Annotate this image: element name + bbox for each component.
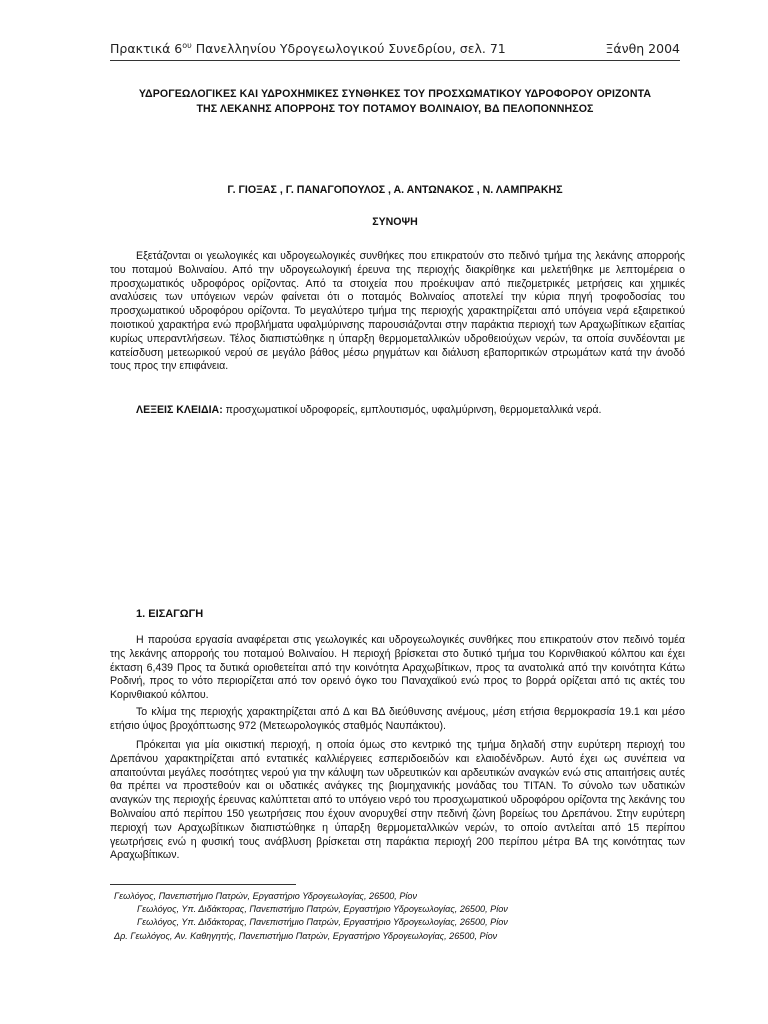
section-heading-introduction: 1. ΕΙΣΑΓΩΓΗ (136, 608, 204, 620)
paper-title-line-2: ΤΗΣ ΛΕΚΑΝΗΣ ΑΠΟΡΡΟΗΣ ΤΟΥ ΠΟΤΑΜΟΥ ΒΟΛΙΝΑΙΟΥ, ΒΔ ΠΕΛΟΠΟΝΝΗΣΟΣ (196, 103, 594, 115)
footnotes (110, 890, 690, 943)
intro-paragraph-1: Η παρούσα εργασία αναφέρεται στις γεωλογικές και υδρογεωλογικές συνθήκες που επικρατούν στον πεδινό τομέα της λεκάνης απορροής του ποταμού Βολιναίου. Η περιοχή βρίσκεται στο δυτικό τμήμα του Κορινθιακού κόλπου και έχει έκταση 6,439 Προς τα δυτικά οριοθετείται από την κοινότητα Αραχωβίτικων, προς τα ανατολικά από την κοινότητα Κάτω Ροδινή, προς το νότο περιορίζεται από τον ορεινό όγκο του Παναχαϊκού ενώ προς το βορρά ορίζεται από τις ακτές του Κορινθιακού κόλπου. (110, 634, 685, 702)
footnote-affiliation-4: Δρ. Γεωλόγος, Αν. Καθηγητής, Πανεπιστήμιο Πατρών, Εργαστήριο Υδρογεωλογίας, 26500, Ρίον (114, 930, 498, 941)
conference-location-year: Ξάνθη 2004 (605, 41, 680, 56)
footnote-affiliation-1: Γεωλόγος, Πανεπιστήμιο Πατρών, Εργαστήριο Υδρογεωλογίας, 26500, Ρίον (114, 891, 418, 901)
abstract-text: Εξετάζονται οι γεωλογικές και υδρογεωλογικές συνθήκες που επικρατούν στο πεδινό τμήμα της λεκάνης απορροής του ποταμού Βολιναίου. Από την υδρογεωλογική έρευνα της περιοχής διακρίθηκε και μελετήθηκε με λεπτομέρεια ο προσχωματικός υδροφόρος ορίζοντας. Από τα στοιχεία που προέκυψαν από πιεζομετρικές μετρήσεις και χημικές αναλύσεις των υπόγειων νερών φαίνεται ότι ο ποταμός Βολιναίος αποτελεί την κύρια πηγή τροφοδοσίας του προσχωματικού υδροφόρου ορίζοντα. Το μεγαλύτερο τμήμα της περιοχής χαρακτηρίζεται από υπόγεια νερά εξαιρετικού ποιοτικού χαρακτήρα ενώ προβλήματα υφαλμύρινσης παρουσιάζονται στην παράκτια περιοχή των Αραχωβίτικων εξαιτίας κυρίως υπεραντλήσεων. Τέλος διαπιστώθηκε η ύπαρξη θερμομεταλλικών υδροθειούχων νερών, τα οποία συνδέονται με κατείσδυση μετεωρικού νερού σε μεγάλο βάθος μέσω ρηγμάτων και διάλυση εβαποριτικών στρωμάτων κατά την άνοδό τους προς την επιφάνεια. (110, 250, 685, 373)
author-list: Γ. ΓΙΟΞΑΣ , Γ. ΠΑΝΑΓΟΠΟΥΛΟΣ , Α. ΑΝΤΩΝΑΚΟΣ , Ν. ΛΑΜΠΡΑΚΗΣ (227, 184, 563, 196)
footnote-affiliation-2: Γεωλόγος, Υπ. Διδάκτορας, Πανεπιστήμιο Πατρών, Εργαστήριο Υδρογεωλογίας, 26500, Ρίον (137, 904, 508, 915)
proceedings-citation: Πρακτικά $6^{o\upsilon}$ Πανελληνίου Υδρογεωλογικού Συνεδρίου, σελ. 71 (110, 41, 506, 57)
paper-title (100, 87, 690, 117)
running-header (110, 41, 680, 59)
intro-paragraph-3: Πρόκειται για μία οικιστική περιοχή, η οποία όμως στο κεντρικό της τμήμα δηλαδή στην ευρύτερη περιοχή του Δρεπάνου χαρακτηρίζεται από εντατικές καλλιέργειες εσπεριδοειδών και ελαιοδένδρων. Αυτό έχει ως συνέπεια να απαιτούνται μεγάλες ποσότητες νερού για την κάλυψη των υδρευτικών και αρδευτικών αναγκών ενώ στις απαιτήσεις αυτές θα πρέπει να προστεθούν και οι υδατικές ανάγκες της βιομηχανικής μονάδας του ΤΙΤΑΝ. Το σύνολο των υδατικών αναγκών της περιοχής έρευνας καλύπτεται από το υπόγειο νερό του προσχωματικού υδροφόρου ορίζοντα της λεκάνης του Βολιναίου από περίπου 150 γεωτρήσεις που έχουν ανορυχθεί στην πεδινή ζώνη βορείως του Δρεπάνου. Στην ευρύτερη περιοχή των Αραχωβίτικων διαπιστώθηκε η ύπαρξη θερμομεταλλικών νερών, το οποίο αντλείται από 15 περίπου γεωτρήσεις ενώ η φυσική τους ανάβλυση βρίσκεται στη παράκτια περιοχή 200 περίπου μέτρα ΒΑ της κοινότητας των Αραχωβίτικων. (110, 739, 685, 862)
intro-paragraph-2: Το κλίμα της περιοχής χαρακτηρίζεται από Δ και ΒΔ διεύθυνσης ανέμους, μέση ετήσια θερμοκρασία 19.1 και μέσο ετήσιο ύψος βροχόπτωσης 972 (Μετεωρολογικός σταθμός Ναυπάκτου). (110, 706, 685, 732)
abstract-heading: ΣΥΝΟΨΗ (372, 216, 418, 228)
keywords-label: ΛΕΞΕΙΣ ΚΛΕΙΔΙΑ: (136, 404, 223, 416)
footnote-separator (110, 884, 296, 885)
header-rule (110, 60, 680, 61)
footnote-affiliation-3: Γεωλόγος, Υπ. Διδάκτορας, Πανεπιστήμιο Πατρών, Εργαστήριο Υδρογεωλογίας, 26500, Ρίον (137, 917, 508, 928)
ordinal-superscript: ου (182, 41, 192, 50)
keywords (110, 404, 685, 418)
paper-title-line-1: ΥΔΡΟΓΕΩΛΟΓΙΚΕΣ ΚΑΙ ΥΔΡΟΧΗΜΙΚΕΣ ΣΥΝΘΗΚΕΣ ΤΟΥ ΠΡΟΣΧΩΜΑΤΙΚΟΥ ΥΔΡΟΦΟΡΟΥ ΟΡΙΖΟΝΤΑ (138, 88, 652, 100)
keywords-text: προσχωματικοί υδροφορείς, εμπλουτισμός, υφαλμύρινση, θερμομεταλλικά νερά. (222, 404, 602, 416)
